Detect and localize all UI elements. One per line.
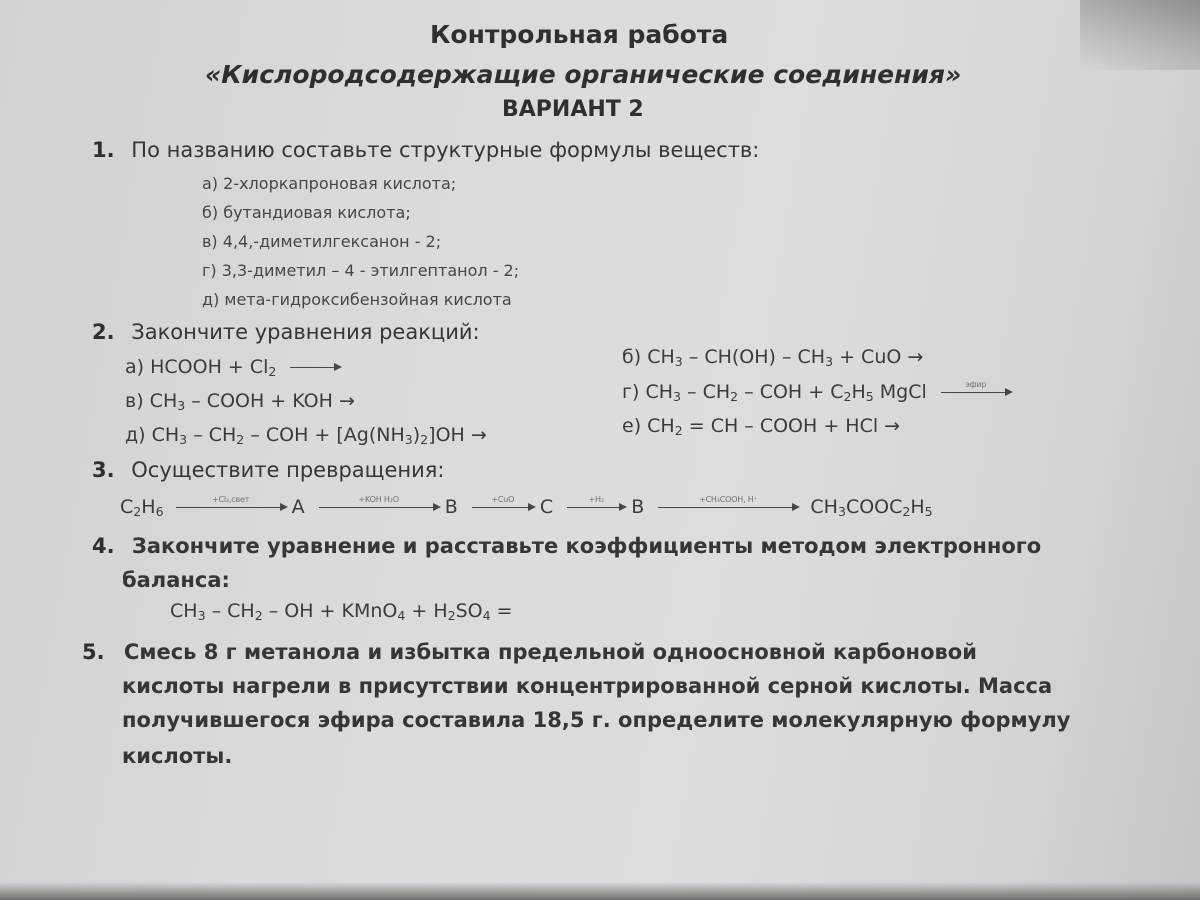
transformation-chain	[120, 496, 933, 518]
table-edge	[0, 882, 1200, 900]
question-5-line2: кислоты нагрели в присутствии концентрированной серной кислоты. Масса	[122, 674, 1053, 698]
chain-arrow: +CuO	[472, 507, 534, 508]
question-5-line4: кислоты.	[122, 744, 233, 768]
reaction-c: в) $CH_3$ – COOH + KOH →	[125, 390, 355, 414]
reaction-arrow: эфир	[941, 392, 1011, 393]
q4-equation: $CH_3 - CH_2$ – OH + KMnO$_4$ + $H_2SO_4$ =	[170, 600, 513, 624]
question-number: 2.	[92, 320, 115, 344]
question-text: Смесь 8 г метанола и избытка предельной одноосновной карбоновой	[123, 640, 977, 664]
q1-item-b: б) бутандиовая кислота;	[202, 203, 411, 222]
q1-item-e: д) мета-гидроксибензойная кислота	[202, 290, 512, 309]
chain-arrow: +H₂	[567, 507, 625, 508]
page-subtitle: «Кислородсодержащие органические соединения»	[205, 60, 962, 89]
chain-product: A	[291, 496, 305, 518]
chain-product: B	[631, 496, 645, 518]
reaction-f: е) $CH_2$ = CH – COOH + HCl →	[622, 415, 901, 439]
question-4	[92, 534, 1041, 558]
q1-item-c: в) 4,4,-диметилгексанон - 2;	[202, 232, 442, 251]
reaction-d: г) $CH_3 - CH_2$ – COH + $C_2H_5$ MgCl эфир	[622, 381, 1011, 403]
variant-label: ВАРИАНТ 2	[502, 97, 644, 122]
question-number: 4.	[92, 534, 115, 558]
chain-arrow: +CH₃COOH, H⁺	[658, 507, 798, 508]
question-1	[92, 138, 759, 162]
q1-item-d: г) 3,3-диметил – 4 - этилгептанол - 2;	[202, 261, 520, 280]
chain-arrow: +Cl₂,свет	[176, 507, 286, 508]
reaction-e: д) $CH_3 - CH_2$ – COH + $[Ag(NH_3)_2]OH$ →	[125, 424, 487, 448]
chain-product: C	[539, 496, 554, 518]
reaction-b: б) $CH_3 - CH(OH) - CH_3$ + CuO →	[622, 346, 924, 370]
question-text: По названию составьте структурные формулы веществ:	[131, 138, 760, 162]
question-5-line3: получившегося эфира составила 18,5 г. определите молекулярную формулу	[122, 708, 1071, 732]
question-5	[82, 640, 977, 664]
reaction-a: а) HCOOH + $Cl_2$	[125, 356, 340, 378]
page-title: Контрольная работа	[430, 20, 729, 49]
question-text: Закончите уравнение и расставьте коэффициенты методом электронного	[131, 534, 1042, 558]
chain-final: $CH_3COOC_2H_5$	[810, 496, 933, 520]
question-3	[92, 458, 444, 482]
question-2	[92, 320, 480, 344]
chain-arrow: +KOH H₂O	[319, 507, 439, 508]
question-number: 5.	[82, 640, 105, 664]
q1-item-a: а) 2-хлоркапроновая кислота;	[202, 174, 457, 193]
question-text: Закончите уравнения реакций:	[131, 320, 480, 344]
question-text: Осуществите превращения:	[131, 458, 445, 482]
chain-product: B	[444, 496, 458, 518]
chain-start: $C_2H_6$	[120, 496, 164, 520]
reaction-arrow	[290, 367, 340, 368]
paper-shadow	[1080, 0, 1200, 70]
question-number: 1.	[92, 138, 115, 162]
question-4-line2: баланса:	[122, 568, 230, 592]
question-number: 3.	[92, 458, 115, 482]
